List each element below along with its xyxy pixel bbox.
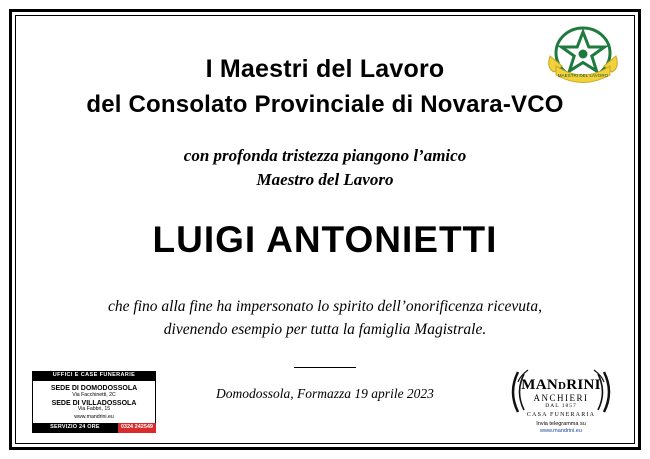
- subtitle-line-2: Maestro del Lavoro: [256, 170, 394, 190]
- epitaph-line-1: che fino alla fine ha impersonato lo spirito dell’onorificenza ricevuta,: [108, 297, 542, 315]
- mandrini-website-link[interactable]: www.mandrini.eu: [540, 427, 582, 434]
- mandrini-brand-d: D: [557, 379, 567, 392]
- agency-left-office2-name: SEDE DI VILLADOSSOLA: [51, 399, 137, 407]
- headline-line-1: I Maestri del Lavoro: [205, 55, 445, 83]
- mandrini-logo: [502, 364, 620, 420]
- agency-left-service-label: SERVIZIO 24 ORE: [32, 423, 118, 433]
- subtitle: [18, 144, 632, 193]
- agency-left-website[interactable]: www.mandrini.eu: [74, 413, 114, 420]
- divider-rule: [294, 367, 356, 368]
- agency-left-office1-name: SEDE DI DOMODOSSOLA: [50, 385, 138, 393]
- mandrini-telegram-label: Invia telegramma su: [536, 420, 586, 427]
- mandrini-sub-casa-funeraria: CASA FUNERARIA: [526, 412, 596, 419]
- agency-left-phone[interactable]: 0324 242549: [118, 423, 156, 433]
- page-title: [18, 52, 632, 122]
- mandrini-sub-year: DAL 1857: [545, 402, 577, 409]
- epitaph: [18, 295, 632, 342]
- mandrini-brand: [502, 378, 620, 393]
- subtitle-line-1: con profonda tristezza piangono l’amico: [183, 145, 467, 165]
- agency-left-footer: [32, 423, 156, 433]
- mandrini-contact: [502, 421, 620, 435]
- funeral-agency-left-block: [32, 371, 156, 433]
- mandrini-sub-anchieri: ANCHIERI: [533, 392, 589, 403]
- agency-left-office2-address: Via Fabbri, 15: [77, 406, 111, 413]
- mandrini-logo-text: [502, 378, 620, 419]
- agency-left-header: UFFICI E CASE FUNERARIE: [32, 371, 156, 381]
- agency-left-body: [32, 381, 156, 423]
- notice-content: [18, 18, 632, 441]
- headline-line-2: del Consolato Provinciale di Novara-VCO: [86, 90, 564, 118]
- deceased-name: LUIGI ANTONIETTI: [152, 218, 498, 260]
- mandrini-brand-an: AN: [535, 376, 558, 393]
- mandrini-brand-rini: RINI: [566, 376, 601, 393]
- epitaph-line-2: divenendo esempio per tutta la famiglia Magistrale.: [163, 321, 487, 339]
- maestri-del-lavoro-emblem-icon: [544, 26, 622, 88]
- place-and-date: Domodossola, Formazza 19 aprile 2023: [216, 386, 434, 402]
- funeral-agency-right-block: [502, 364, 620, 435]
- svg-text:MAESTRI DEL LAVORO: MAESTRI DEL LAVORO: [557, 73, 609, 78]
- agency-left-office1-address: Via Facchinetti, 2C: [72, 391, 116, 398]
- mandrini-brand-m: M: [521, 376, 536, 393]
